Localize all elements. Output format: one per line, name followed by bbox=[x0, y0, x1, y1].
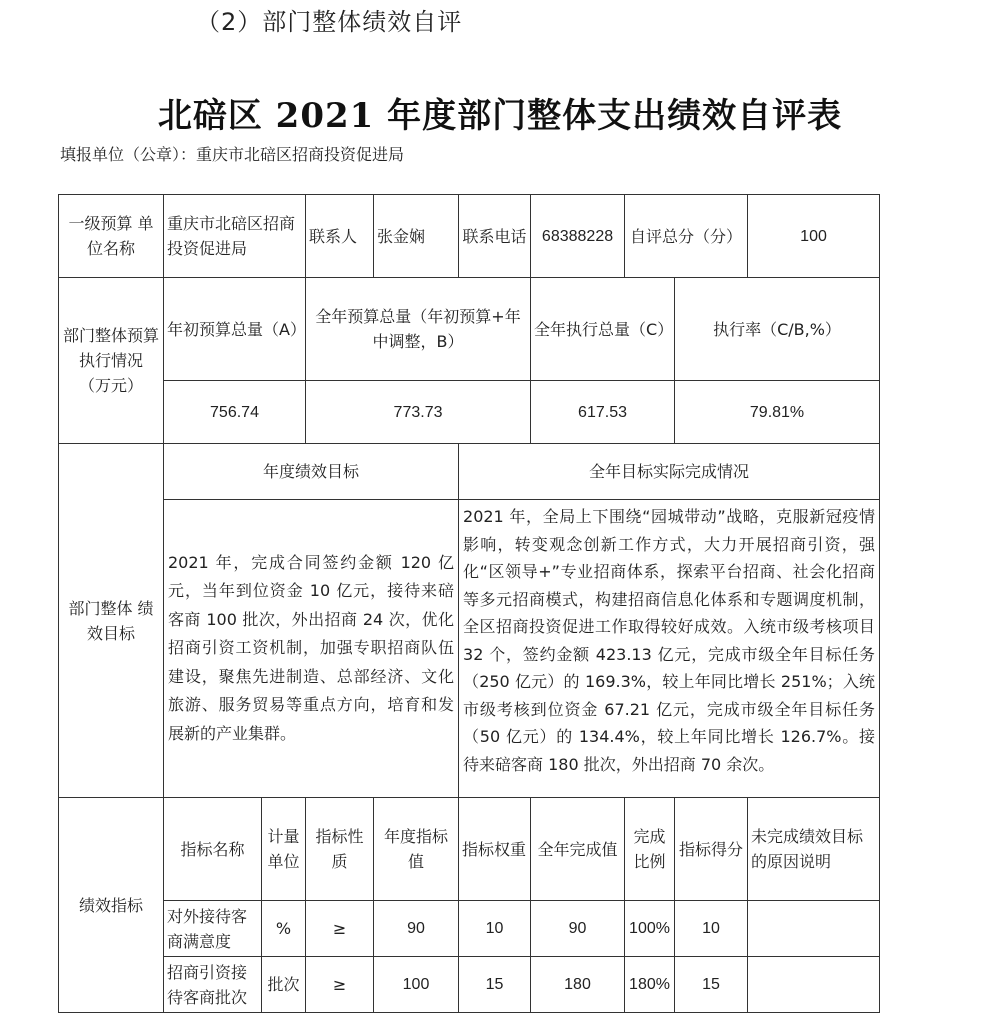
unit-value: 重庆市北碚区招商投资促进局 bbox=[164, 195, 306, 278]
ind-name: 对外接待客商满意度 bbox=[164, 901, 262, 957]
budget-header-row bbox=[59, 278, 880, 381]
budget-col-a: 年初预算总量（A） bbox=[164, 278, 306, 381]
ind-score: 15 bbox=[675, 957, 748, 1013]
budget-row-label: 部门整体预算执行情况 （万元） bbox=[59, 278, 164, 444]
phone-label: 联系电话 bbox=[459, 195, 531, 278]
ind-target: 90 bbox=[374, 901, 459, 957]
ind-weight: 15 bbox=[459, 957, 531, 1013]
ind-unit: % bbox=[262, 901, 306, 957]
table-row bbox=[59, 957, 880, 1013]
indicator-header-row bbox=[59, 798, 880, 901]
ind-nature: ≥ bbox=[306, 957, 374, 1013]
ind-reason bbox=[748, 901, 880, 957]
phone-value: 68388228 bbox=[531, 195, 625, 278]
budget-val-b: 773.73 bbox=[306, 381, 531, 444]
ind-header-ratio: 完成比例 bbox=[625, 798, 675, 901]
budget-val-c: 617.53 bbox=[531, 381, 675, 444]
budget-val-a: 756.74 bbox=[164, 381, 306, 444]
ind-ratio: 100% bbox=[625, 901, 675, 957]
budget-col-c: 全年执行总量（C） bbox=[531, 278, 675, 381]
budget-value-row bbox=[59, 381, 880, 444]
goals-text-row bbox=[59, 500, 880, 798]
section-title: （2）部门整体绩效自评 bbox=[196, 8, 463, 36]
goals-row-label: 部门整体 绩效目标 bbox=[59, 444, 164, 798]
score-value: 100 bbox=[748, 195, 880, 278]
evaluation-table bbox=[58, 194, 880, 1013]
ind-header-actual: 全年完成值 bbox=[531, 798, 625, 901]
goals-header-row bbox=[59, 444, 880, 500]
actual-header: 全年目标实际完成情况 bbox=[459, 444, 880, 500]
ind-header-name: 指标名称 bbox=[164, 798, 262, 901]
header-row bbox=[59, 195, 880, 278]
budget-col-rate: 执行率（C/B,%） bbox=[675, 278, 880, 381]
ind-header-unit: 计量单位 bbox=[262, 798, 306, 901]
ind-header-nature: 指标性质 bbox=[306, 798, 374, 901]
ind-weight: 10 bbox=[459, 901, 531, 957]
ind-unit: 批次 bbox=[262, 957, 306, 1013]
ind-target: 100 bbox=[374, 957, 459, 1013]
ind-reason bbox=[748, 957, 880, 1013]
ind-header-score: 指标得分 bbox=[675, 798, 748, 901]
ind-header-reason: 未完成绩效目标的原因说明 bbox=[748, 798, 880, 901]
ind-name: 招商引资接待客商批次 bbox=[164, 957, 262, 1013]
annual-goal-header: 年度绩效目标 bbox=[164, 444, 459, 500]
unit-label: 一级预算 单位名称 bbox=[59, 195, 164, 278]
reporting-unit: 填报单位（公章）：重庆市北碚区招商投资促进局 bbox=[60, 145, 405, 164]
actual-text: 2021 年，全局上下围绕“园城带动”战略，克服新冠疫情影响，转变观念创新工作方式，大力开展招商引资，强化“区领导+”专业招商体系，探索平台招商、社会化招商等多元招商模式，构建招商信息化体系和专题调度机制，全区招商投资促进工作取得较好成效。入统市级考核项目 32 个，签约金额 423.13 亿元，完成市级全年目标任务（250 亿元）的 169.3%，较上年同比增长 251%；入统市级考核到位资金 67.21 亿元，完成市级全年目标任务（50 亿元）的 134.4%，较上年同比增长 126.7%。接待来碚客商 180 批次，外出招商 70 余次。 bbox=[459, 500, 880, 798]
contact-value: 张金娴 bbox=[374, 195, 459, 278]
ind-ratio: 180% bbox=[625, 957, 675, 1013]
ind-score: 10 bbox=[675, 901, 748, 957]
budget-val-rate: 79.81% bbox=[675, 381, 880, 444]
contact-label: 联系人 bbox=[306, 195, 374, 278]
indicators-row-label: 绩效指标 bbox=[59, 798, 164, 1013]
score-label: 自评总分（分） bbox=[625, 195, 748, 278]
ind-actual: 90 bbox=[531, 901, 625, 957]
ind-header-target: 年度指标值 bbox=[374, 798, 459, 901]
ind-nature: ≥ bbox=[306, 901, 374, 957]
annual-goal-text: 2021 年，完成合同签约金额 120 亿元，当年到位资金 10 亿元，接待来碚客商 100 批次，外出招商 24 次，优化招商引资工资机制，加强专职招商队伍建设，聚焦先进制造、总部经济、文化旅游、服务贸易等重点方向，培育和发展新的产业集群。 bbox=[164, 500, 459, 798]
page-title: 北碚区 2021 年度部门整体支出绩效自评表 bbox=[157, 96, 843, 136]
ind-actual: 180 bbox=[531, 957, 625, 1013]
table-row bbox=[59, 901, 880, 957]
ind-header-weight: 指标权重 bbox=[459, 798, 531, 901]
budget-col-b: 全年预算总量（年初预算+年中调整，B） bbox=[306, 278, 531, 381]
